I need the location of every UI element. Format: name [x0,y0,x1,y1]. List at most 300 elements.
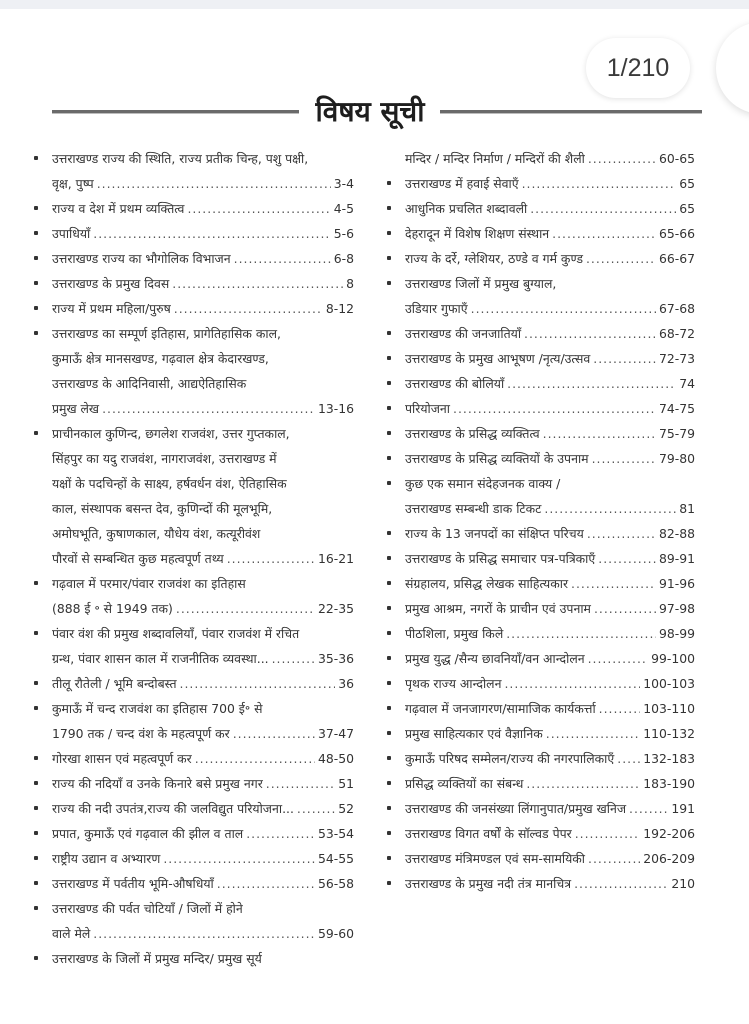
bullet-icon [387,531,391,535]
toc-entry[interactable] [383,346,695,371]
toc-entry-line [405,621,695,646]
bullet-icon [387,656,391,660]
toc-entry[interactable] [30,421,354,571]
bullet-icon [34,331,38,335]
dot-leader [97,171,331,196]
toc-column-right [383,146,695,896]
toc-entry[interactable] [383,671,695,696]
toc-page-range: 4-5 [333,201,354,216]
toc-entry-line [405,821,695,846]
toc-entry-text: कुमाऊँ परिषद सम्मेलन/राज्य की नगरपालिकाएँ [405,751,615,766]
toc-entry-line [52,346,354,371]
toc-entry-line [405,846,695,871]
toc-entry[interactable] [383,596,695,621]
dot-leader [586,246,656,271]
toc-entry-text: राज्य के दर्रे, ग्लेशियर, ठण्डे व गर्म कुण्ड [405,251,583,266]
toc-entry-text: उत्तराखण्ड में हवाई सेवाएँ [405,176,519,191]
dot-leader [588,846,640,871]
toc-entry-text: उत्तराखण्ड की बोलियाँ [405,376,505,391]
toc-entry-line [405,696,695,721]
toc-page-range: 3-4 [333,176,354,191]
toc-entry[interactable] [30,271,354,296]
toc-entry[interactable] [383,396,695,421]
bullet-icon [387,456,391,460]
toc-entry-line [405,296,695,321]
toc-entry-text: उत्तराखण्ड राज्य की स्थिति, राज्य प्रतीक चिन्ह, पशु पक्षी, [52,151,309,166]
bullet-icon [387,731,391,735]
toc-entry-line [405,646,695,671]
toc-page-range: 59-60 [317,926,354,941]
toc-entry[interactable] [30,871,354,896]
toc-page-range: 91-96 [658,576,695,591]
toc-entry-text: संग्रहालय, प्रसिद्ध लेखक साहित्यकार [405,576,569,591]
toc-page-range: 56-58 [317,876,354,891]
bullet-icon [387,556,391,560]
dot-leader [592,446,656,471]
toc-entry[interactable] [383,146,695,171]
toc-entry-line [405,196,695,221]
toc-page-range: 6-8 [333,251,354,266]
toc-entry-line [52,846,354,871]
toc-page-range: 206-209 [643,851,695,866]
toc-entry-text: उत्तराखण्ड के प्रसिद्ध समाचार पत्र-पत्रिकाएँ [405,551,596,566]
dot-leader [593,346,656,371]
toc-entry[interactable] [30,621,354,671]
toc-entry-text: गोरखा शासन एवं महत्वपूर्ण कर [52,751,192,766]
toc-entry-line [405,246,695,271]
bullet-icon [34,781,38,785]
bullet-icon [34,156,38,160]
toc-entry[interactable] [383,721,695,746]
toc-entry[interactable] [383,196,695,221]
toc-entry-text: प्रमुख लेख [52,401,100,416]
dot-leader [522,171,677,196]
dot-leader [599,696,641,721]
toc-entry-line [52,271,354,296]
toc-page-range: 65 [679,176,695,191]
toc-page-range: 5-6 [333,226,354,241]
bullet-icon [34,231,38,235]
toc-page-range: 72-73 [658,351,695,366]
toc-entry[interactable] [383,796,695,821]
toc-page-range: 48-50 [317,751,354,766]
bullet-icon [34,631,38,635]
toc-entry[interactable] [383,546,695,571]
toc-page-range: 36 [338,676,354,691]
toc-entry-line [52,371,354,396]
toc-entry-line [52,221,354,246]
toc-entry[interactable] [30,146,354,196]
dot-leader [571,571,656,596]
bullet-icon [34,831,38,835]
toc-entry-text: उत्तराखण्ड जिलों में प्रमुख बुग्याल, [405,276,557,291]
bullet-icon [387,406,391,410]
toc-page-range: 37-47 [317,726,354,741]
toc-entry-line [52,196,354,221]
dot-leader [217,871,315,896]
toc-entry-line [52,671,354,696]
toc-entry-line [405,746,695,771]
toc-entry-text: उत्तराखण्ड विगत वर्षों के सॉल्वड पेपर [405,826,572,841]
toc-entry[interactable] [30,296,354,321]
toc-entry-line [405,771,695,796]
bullet-icon [387,256,391,260]
toc-entry-line [52,646,354,671]
toc-entry-line [52,796,354,821]
dot-leader [297,796,335,821]
bullet-icon [34,756,38,760]
toc-entry[interactable] [383,746,695,771]
toc-entry-line [405,346,695,371]
toc-entry-text: राज्य के 13 जनपदों का संक्षिप्त परिचय [405,526,584,541]
toc-entry-line [405,671,695,696]
toc-entry-text: उत्तराखण्ड का सम्पूर्ण इतिहास, प्रागेतिहासिक काल, [52,326,281,341]
toc-page-range: 103-110 [643,701,695,716]
toc-entry-line [52,746,354,771]
toc-entry-line [52,596,354,621]
toc-entry[interactable] [383,646,695,671]
toc-entry-text: पौरवों से सम्बन्धित कुछ महत्वपूर्ण तथ्य [52,551,224,566]
toc-entry-text: सिंहपुर का यदु राजवंश, नागराजवंश, उत्तराखण्ड में [52,451,277,466]
toc-entry[interactable] [30,321,354,421]
toc-entry-line [52,471,354,496]
bullet-icon [34,206,38,210]
toc-entry-text: प्रमुख साहित्यकार एवं वैज्ञानिक [405,726,543,741]
toc-page-range: 22-35 [317,601,354,616]
dot-leader [172,271,343,296]
bullet-icon [387,681,391,685]
toc-entry[interactable] [30,846,354,871]
dot-leader [552,221,656,246]
toc-entry-text: उडियार गुफाएँ [405,301,468,316]
toc-entry-text: उत्तराखण्ड के प्रसिद्ध व्यक्तित्व [405,426,540,441]
toc-entry-line [405,271,695,296]
toc-entry-text: उत्तराखण्ड के जिलों में प्रमुख मन्दिर/ प्रमुख सूर्य [52,951,262,966]
toc-entry-text: उत्तराखण्ड सम्बन्धी डाक टिकट [405,501,542,516]
dot-leader [163,846,315,871]
toc-entry-text: उत्तराखण्ड के प्रमुख आभूषण /नृत्य/उत्सव [405,351,591,366]
toc-entry-line [52,421,354,446]
toc-entry-text: परियोजना [405,401,450,416]
toc-entry[interactable] [383,221,695,246]
toc-entry-text: तीलू रौतेली / भूमि बन्दोबस्त [52,676,177,691]
bullet-icon [387,281,391,285]
toc-page-range: 65-66 [658,226,695,241]
toc-entry[interactable] [383,621,695,646]
toc-entry-text: ग्रन्थ, पंवार शासन काल में राजनीतिक व्यवस्था... [52,651,269,666]
toc-entry[interactable] [383,421,695,446]
toc-entry[interactable] [383,321,695,346]
dot-leader [587,521,656,546]
bullet-icon [387,431,391,435]
toc-entry[interactable] [30,771,354,796]
bullet-icon [387,206,391,210]
toc-entry-text: उत्तराखण्ड मंत्रिमण्डल एवं सम-सामयिकी [405,851,585,866]
toc-entry-text: पृथक राज्य आन्दोलन [405,676,502,691]
toc-entry[interactable] [383,521,695,546]
toc-entry-text: प्रमुख युद्ध /सैन्य छावनियाँ/वन आन्दोलन [405,651,585,666]
bullet-icon [387,706,391,710]
dot-leader [574,871,668,896]
dot-leader [526,771,640,796]
toc-entry-text: उत्तराखण्ड के प्रमुख दिवस [52,276,170,291]
dot-leader [629,796,668,821]
page-indicator [586,38,690,98]
toc-entry-text: राज्य व देश में प्रथम व्यक्तित्व [52,201,185,216]
dot-leader [93,221,330,246]
toc-page-range: 60-65 [658,151,695,166]
toc-entry-line [405,371,695,396]
toc-entry-text: राज्य की नदी उपतंत्र,राज्य की जलविद्युत परियोजना... [52,801,294,816]
toc-page-range: 210 [671,876,695,891]
toc-entry-text: वाले मेले [52,926,91,941]
bullet-icon [387,881,391,885]
bullet-icon [387,606,391,610]
toc-entry-text: अमोघभूति, कुषाणकाल, यौधेय वंश, कत्यूरीवंश [52,526,261,541]
toc-entry-line [52,521,354,546]
toc-entry-line [52,696,354,721]
toc-entry[interactable] [383,846,695,871]
toc-entry[interactable] [383,821,695,846]
toc-entry[interactable] [30,246,354,271]
toc-page-range: 53-54 [317,826,354,841]
bullet-icon [34,906,38,910]
bullet-icon [34,581,38,585]
bullet-icon [34,281,38,285]
toc-entry[interactable] [383,271,695,321]
toc-page-range: 110-132 [643,726,695,741]
toc-page-range: 75-79 [658,426,695,441]
toc-entry-text: उत्तराखण्ड राज्य का भौगोलिक विभाजन [52,251,231,266]
toc-entry-line [52,621,354,646]
dot-leader [227,546,315,571]
toc-page-range: 191 [671,801,695,816]
toc-page-range: 89-91 [658,551,695,566]
toc-entry-line [405,596,695,621]
dot-leader [504,671,640,696]
toc-page-range: 51 [338,776,354,791]
toc-entry[interactable] [30,196,354,221]
toc-page-range: 65 [679,201,695,216]
dot-leader [530,196,676,221]
toc-entry-text: प्रपात, कुमाऊँ एवं गढ़वाल की झील व ताल [52,826,244,841]
toc-entry-line [405,721,695,746]
toc-entry-line [52,921,354,946]
dot-leader [594,596,656,621]
toc-column-left [30,146,354,971]
toc-entry[interactable] [30,796,354,821]
toc-entry[interactable] [383,171,695,196]
bullet-icon [34,681,38,685]
dot-leader [246,821,315,846]
bullet-icon [387,481,391,485]
toc-entry-text: उत्तराखण्ड के प्रमुख नदी तंत्र मानचित्र [405,876,572,891]
bullet-icon [34,806,38,810]
bullet-icon [387,356,391,360]
toc-entry-text: उत्तराखण्ड के प्रसिद्ध व्यक्तियों के उपनाम [405,451,589,466]
toc-page-range: 67-68 [658,301,695,316]
bullet-icon [34,956,38,960]
toc-entry-line [52,546,354,571]
toc-entry-text: कुमाऊँ क्षेत्र मानसखण्ड, गढ़वाल क्षेत्र केदारखण्ड, [52,351,269,366]
toc-entry[interactable] [383,571,695,596]
dot-leader [471,296,656,321]
dot-leader [575,821,640,846]
toc-entry-text: पीठशिला, प्रमुख किले [405,626,504,641]
dot-leader [266,771,335,796]
bullet-icon [387,231,391,235]
toc-page-range: 82-88 [658,526,695,541]
dot-leader [93,921,315,946]
toc-entry[interactable] [383,771,695,796]
toc-entry-line [405,571,695,596]
viewer-top-bar [0,0,749,9]
dot-leader [588,646,649,671]
toc-entry[interactable] [30,946,354,971]
dot-leader [187,196,330,221]
toc-page-range: 8-12 [325,301,354,316]
toc-entry-line [52,446,354,471]
toc-entry-line [52,896,354,921]
toc-entry[interactable] [30,821,354,846]
dot-leader [617,746,640,771]
toc-entry-text: काल, संस्थापक बसन्त देव, कुणिन्दों की मूलभूमि, [52,501,273,516]
toc-entry[interactable] [30,896,354,946]
toc-entry-line [405,446,695,471]
toc-entry-text: उपाधियाँ [52,226,91,241]
dot-leader [507,371,676,396]
toc-entry[interactable] [383,246,695,271]
toc-entry-text: देहरादून में विशेष शिक्षण संस्थान [405,226,550,241]
toc-heading [52,96,702,136]
toc-entry-line [52,721,354,746]
toc-entry-text: गढ़वाल में परमार/पंवार राजवंश का इतिहास [52,576,246,591]
dot-leader [102,396,315,421]
toc-page-range: 13-16 [317,401,354,416]
toc-entry[interactable] [30,696,354,746]
toc-entry-text: गढ़वाल में जनजागरण/सामाजिक कार्यकर्त्ता [405,701,596,716]
toc-entry-text: कुछ एक समान संदेहजनक वाक्य / [405,476,561,491]
dot-leader [543,421,656,446]
toc-entry-text: राष्ट्रीय उद्यान व अभ्यारण [52,851,161,866]
bullet-icon [387,331,391,335]
toc-entry-text: प्राचीनकाल कुणिन्द, छगलेश राजवंश, उत्तर गुप्तकाल, [52,426,290,441]
toc-entry[interactable] [383,871,695,896]
toc-entry-text: राज्य की नदियाँ व उनके किनारे बसे प्रमुख नगर [52,776,263,791]
toc-entry[interactable] [30,571,354,621]
bullet-icon [387,756,391,760]
dot-leader [524,321,656,346]
toc-page-range: 74 [679,376,695,391]
toc-entry-line [405,471,695,496]
heading-rule-right [440,110,702,114]
toc-page-range: 68-72 [658,326,695,341]
toc-entry-line [52,321,354,346]
dot-leader [233,721,315,746]
toc-entry-line [405,521,695,546]
bullet-icon [34,256,38,260]
bullet-icon [34,431,38,435]
toc-entry-line [52,146,354,171]
toc-entry-line [405,871,695,896]
toc-page-range: 183-190 [643,776,695,791]
page-indicator-text: 1/210 [606,53,670,82]
toc-entry-line [52,246,354,271]
toc-entry-text: उत्तराखण्ड में पर्वतीय भूमि-औषधियाँ [52,876,214,891]
toc-entry-line [405,421,695,446]
toc-entry[interactable] [30,221,354,246]
toc-entry-line [52,171,354,196]
toc-entry[interactable] [383,696,695,721]
toc-entry-line [405,396,695,421]
toc-entry-line [52,821,354,846]
toc-page-range: 66-67 [658,251,695,266]
toc-page-range: 97-98 [658,601,695,616]
bullet-icon [387,581,391,585]
toc-entry-line [405,171,695,196]
dot-leader [176,596,315,621]
toc-entry-text: कुमाऊँ में चन्द राजवंश का इतिहास 700 ई॰ से [52,701,263,716]
dot-leader [195,746,315,771]
toc-entry-line [405,321,695,346]
toc-entry-line [52,496,354,521]
dot-leader [546,721,640,746]
toc-entry-text: उत्तराखण्ड की जनसंख्या लिंगानुपात/प्रमुख खनिज [405,801,627,816]
toc-entry[interactable] [30,746,354,771]
dot-leader [234,246,331,271]
bullet-icon [34,306,38,310]
toc-entry-text: यक्षों के पदचिन्हों के साक्ष्य, हर्षवर्धन वंश, ऐतिहासिक [52,476,287,491]
toc-entry-text: प्रमुख आश्रम, नगरों के प्राचीन एवं उपनाम [405,601,591,616]
bullet-icon [34,881,38,885]
bullet-icon [387,856,391,860]
bullet-icon [34,856,38,860]
dot-leader [272,646,315,671]
toc-entry-line [405,546,695,571]
toc-entry-line [405,146,695,171]
toc-entry-text: (888 ई ॰ से 1949 तक) [52,601,173,616]
toc-entry-text: 1790 तक / चन्द वंश के महत्वपूर्ण कर [52,726,230,741]
toc-page-range: 81 [679,501,695,516]
toc-entry[interactable] [383,446,695,471]
toc-entry-line [52,871,354,896]
page-title: विषय सूची [315,95,425,128]
toc-page-range: 100-103 [643,676,695,691]
toc-entry-line [52,571,354,596]
toc-entry-text: उत्तराखण्ड की पर्वत चोटियाँ / जिलों में होने [52,901,243,916]
heading-rule-left [52,110,299,114]
toc-entry-text: मन्दिर / मन्दिर निर्माण / मन्दिरों की शैली [405,151,585,166]
toc-page-range: 132-183 [643,751,695,766]
toc-entry-text: उत्तराखण्ड के आदिनिवासी, आद्यऐतिहासिक [52,376,247,391]
viewer-floating-button[interactable] [716,22,749,114]
toc-entry[interactable] [30,671,354,696]
toc-entry-text: प्रसिद्ध व्यक्तियों का संबन्ध [405,776,524,791]
dot-leader [174,296,323,321]
dot-leader [588,146,656,171]
bullet-icon [387,781,391,785]
toc-entry-text: आधुनिक प्रचलित शब्दावली [405,201,528,216]
toc-page-range: 35-36 [317,651,354,666]
toc-entry-line [52,946,354,971]
bullet-icon [387,631,391,635]
toc-entry-line [405,496,695,521]
toc-page-range: 79-80 [658,451,695,466]
dot-leader [506,621,656,646]
toc-entry[interactable] [383,371,695,396]
toc-entry[interactable] [383,471,695,521]
toc-page-range: 99-100 [651,651,695,666]
